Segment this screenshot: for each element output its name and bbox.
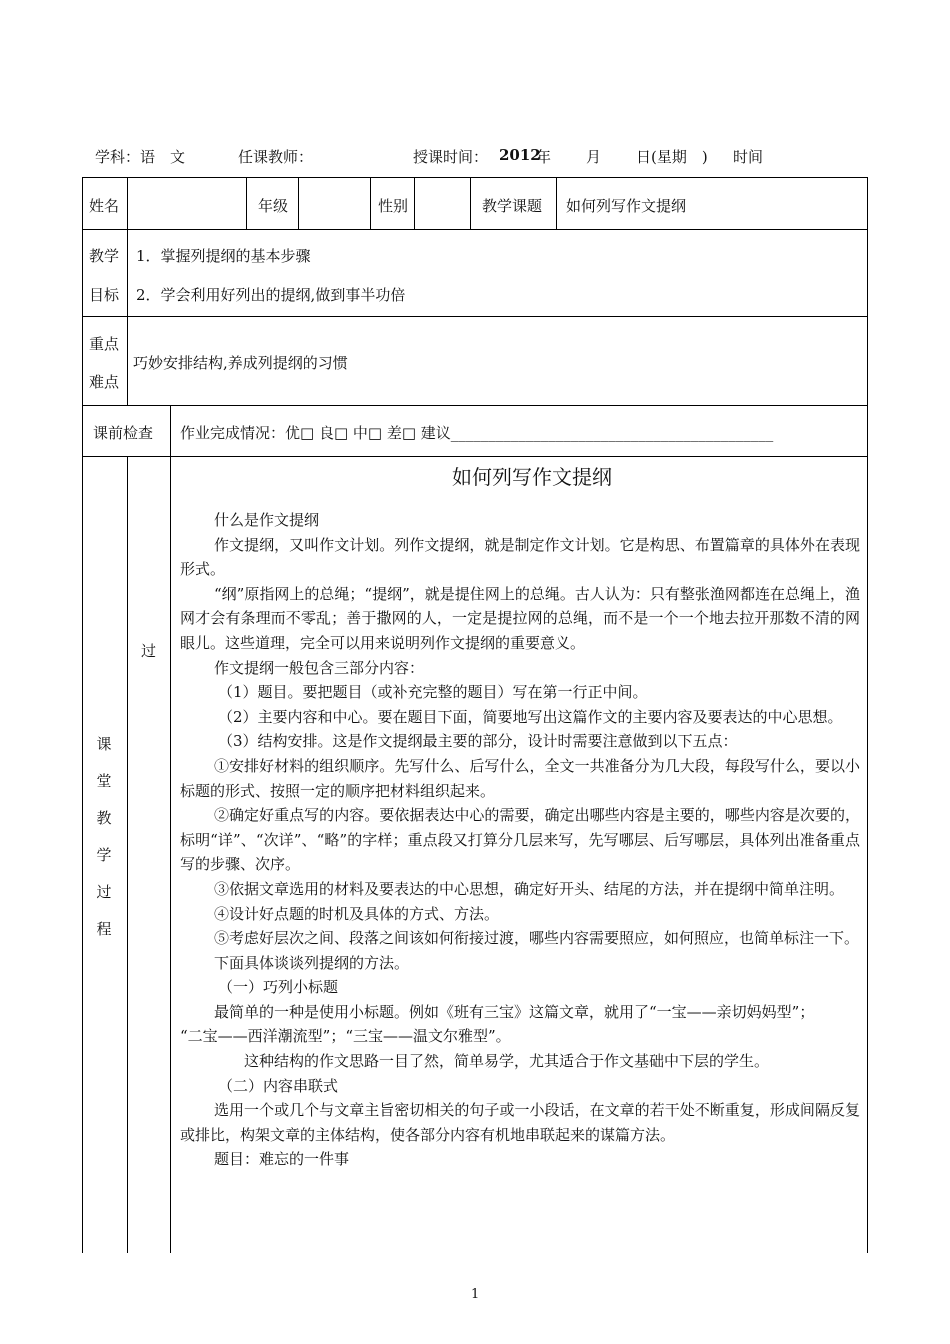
subject-label: 学科：语 文 <box>95 148 186 166</box>
col-divider <box>298 177 299 229</box>
process-label <box>94 726 114 948</box>
paragraph: 这种结构的作文思路一目了然，简单易学，尤其适合于作文基础中下层的学生。 <box>244 1052 770 1071</box>
lesson-header <box>95 146 855 166</box>
col-divider <box>370 177 371 229</box>
col-divider <box>414 177 415 229</box>
process-sub-label: 过 <box>141 642 157 660</box>
document-title: 如何列写作文提纲 <box>452 465 612 489</box>
name-label: 姓名 <box>89 197 120 215</box>
paragraph: 什么是作文提纲 <box>214 511 320 529</box>
paragraph: “二宝——西洋潮流型”；“三宝——温文尔雅型”。 <box>180 1027 511 1046</box>
paragraph: 作文提纲，又叫作文计划。列作文提纲，就是制定作文计划。它是构思、布置篇章的具体外在表现形式。 <box>180 535 860 579</box>
goals-label-bottom: 目标 <box>89 286 120 304</box>
paragraph: ②确定好重点写的内容。要依据表达中心的需要，确定出哪些内容是主要的，哪些内容是次要的，标明“详”、“次详”、“略”的字样；重点段又打算分几层来写，先写哪层、后写哪层，具体列出准备重点写的步骤、次序。 <box>180 806 860 874</box>
paragraph: 选用一个或几个与文章主旨密切相关的句子或一小段话，在文章的若干处不断重复，形成间隔反复或排比，构架文章的主体结构，使各部分内容有机地串联起来的谋篇方法。 <box>180 1101 860 1144</box>
process-label-char: 过 <box>96 883 112 901</box>
paragraph: ①安排好材料的组织顺序。先写什么、后写什么，全文一共准备分为几大段，每段写什么，要以小标题的形式、按照一定的顺序把材料组织起来。 <box>180 756 860 800</box>
col-divider <box>127 456 128 1253</box>
row-divider <box>82 229 868 230</box>
paragraph: 最简单的一种是使用小标题。例如《班有三宝》这篇文章，就用了“一宝——亲切妈妈型”； <box>214 1002 815 1021</box>
precheck-value: 作业完成情况：优□ 良□ 中□ 差□ 建议___________________________________________ <box>180 424 774 442</box>
keypoints-label-bottom: 难点 <box>89 373 120 391</box>
goals-label-top: 教学 <box>89 247 120 265</box>
paragraph: 题目：难忘的一件事 <box>214 1150 350 1169</box>
topic-label: 教学课题 <box>482 197 543 215</box>
row-divider <box>82 316 868 317</box>
col-divider <box>127 177 128 229</box>
time-label: 授课时间： <box>413 148 489 166</box>
paragraph: ③依据文章选用的材料及要表达的中心思想，确定好开头、结尾的方法，并在提纲中简单注明。 <box>214 879 845 898</box>
keypoints-label-top: 重点 <box>89 335 120 353</box>
col-divider <box>127 229 128 405</box>
col-divider <box>470 177 471 229</box>
grade-label: 年级 <box>258 197 289 215</box>
year-unit: 年 <box>536 148 552 166</box>
goal-item-1: 1．掌握列提纲的基本步骤 <box>136 247 311 265</box>
col-divider <box>246 177 247 229</box>
process-label-char: 堂 <box>96 772 112 790</box>
month-label: 月 <box>586 148 602 166</box>
paragraph: （2）主要内容和中心。要在题目下面，简要地写出这篇作文的主要内容及要表达的中心思想。 <box>218 707 843 726</box>
goal-item-2: 2．学会利用好列出的提纲,做到事半功倍 <box>136 286 406 304</box>
col-divider <box>170 456 171 1253</box>
process-label-char: 课 <box>96 735 112 753</box>
paragraph: （1）题目。要把题目（或补充完整的题目）写在第一行正中间。 <box>218 683 648 702</box>
gender-label: 性别 <box>378 197 409 215</box>
paragraph: “纲”原指网上的总绳；“提纲”，就是提住网上的总绳。古人认为：只有整张渔网都连在总绳上，渔网才会有条理而不零乱；善于撒网的人，一定是提拉网的总绳，而不是一个一个地去拉开那数不清的网眼儿。这些道理，完全可以用来说明列作文提纲的重要意义。 <box>180 584 860 652</box>
row-divider <box>82 456 868 457</box>
keypoints-value: 巧妙安排结构,养成列提纲的习惯 <box>133 354 348 372</box>
paragraph: ⑤考虑好层次之间、段落之间该如何衔接过渡，哪些内容需要照应，如何照应，也简单标注一下。 <box>214 929 860 948</box>
col-divider <box>556 177 557 229</box>
day-label: 日(星期 ) <box>636 148 708 166</box>
process-body <box>180 508 860 1172</box>
paragraph: 下面具体谈谈列提纲的方法。 <box>214 953 410 972</box>
year-value: 2012 <box>499 146 541 164</box>
row-divider <box>82 405 868 406</box>
paragraph: （二）内容串联式 <box>218 1076 339 1095</box>
process-label-char: 学 <box>96 846 112 864</box>
teacher-label: 任课教师： <box>238 148 314 166</box>
paragraph: （一）巧列小标题 <box>218 978 339 997</box>
precheck-label: 课前检查 <box>93 424 154 442</box>
page-number: 1 <box>471 1287 480 1302</box>
process-label-char: 教 <box>96 809 112 827</box>
col-divider <box>170 405 171 456</box>
paragraph: 作文提纲一般包含三部分内容： <box>214 658 425 677</box>
paragraph: （3）结构安排。这是作文提纲最主要的部分，设计时需要注意做到以下五点： <box>218 732 738 751</box>
topic-value: 如何列写作文提纲 <box>566 197 687 215</box>
process-label-char: 程 <box>96 920 112 938</box>
paragraph: ④设计好点题的时机及具体的方式、方法。 <box>214 904 500 923</box>
period-label: 时间 <box>733 148 764 166</box>
